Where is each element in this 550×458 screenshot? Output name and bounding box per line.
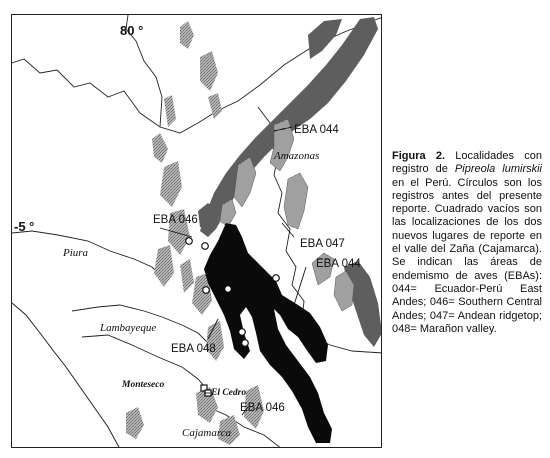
caption-species-name: Pipreola lumirskii (454, 163, 542, 176)
record-circle (239, 329, 246, 336)
region-label-piura: Piura (63, 247, 89, 259)
map-svg (12, 15, 382, 448)
eba-label: EBA 048 (171, 343, 216, 355)
distribution-map (11, 14, 382, 448)
caption-text-part-1: Localidades con registro de (392, 150, 543, 176)
eba-label: EBA 044 (316, 258, 361, 270)
longitude-label: 80 ° (120, 23, 144, 38)
region-label-lambayeque: Lambayeque (100, 322, 157, 334)
caption-figure-number: Figura 2. (392, 150, 446, 162)
record-circle (273, 275, 280, 282)
record-circle (186, 238, 193, 245)
eba-label: EBA 047 (300, 238, 345, 250)
region-label-cajamarca: Cajamarca (182, 427, 232, 439)
town-label-monteseco: Monteseco (122, 380, 165, 390)
town-label-el-cedro: El Cedro (211, 388, 247, 398)
region-label-amazonas: Amazonas (274, 150, 320, 162)
record-circle (242, 340, 249, 347)
record-circle (202, 243, 209, 250)
eba-label: EBA 044 (294, 124, 339, 136)
record-circle (203, 287, 210, 294)
latitude-label: -5 ° (14, 219, 35, 234)
eba-label: EBA 046 (240, 402, 285, 414)
figure-caption (392, 150, 542, 336)
eba-label: EBA 046 (153, 214, 198, 226)
caption-text-part-2: en el Perú. Círculos son los registros antes del presente reporte. Cuadrado vacíos son las localizaciones de los dos nuevos lugares de reporte en el valle del Zaña (Cajamarca). Se indican las áreas de endemismo de aves (EBAs): 044= Ecuador-Perú East Andes; 046= Southern Central Andes; 047= Andean ridgetop; 048= Marañon valley. (392, 176, 542, 335)
record-circle (225, 286, 232, 293)
